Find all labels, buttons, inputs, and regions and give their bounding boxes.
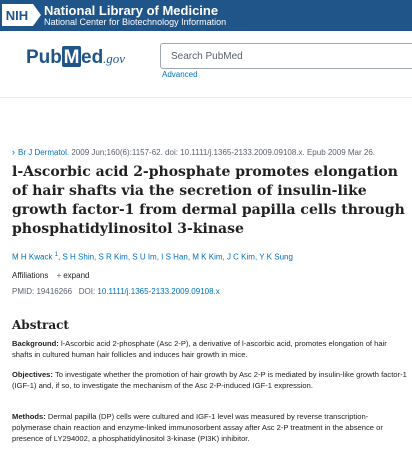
affiliations-label[interactable]: Affiliations [12, 271, 49, 280]
svg-text:Pub: Pub [26, 47, 62, 68]
search-box [160, 43, 412, 69]
abstract-methods [12, 411, 407, 444]
nih-logo-icon[interactable] [2, 4, 41, 26]
author-link[interactable]: M H Kwack [12, 252, 53, 262]
svg-text:.gov: .gov [103, 51, 126, 66]
citation-details: 2009 Jun;160(6):1157-62. doi: 10.1111/j.1365-2133.2009.09108.x. Epub 2009 Mar 26. [71, 148, 375, 157]
abstract-heading: Abstract [12, 318, 69, 332]
abstract-objectives [12, 369, 407, 391]
header-divider [0, 97, 412, 98]
author-list [12, 252, 407, 262]
affiliation-marker[interactable]: 1 [54, 252, 59, 258]
advanced-search-link[interactable]: Advanced [162, 70, 198, 79]
author-links[interactable]: , S H Shin, S R Kim, S U Im, I S Han, M K Kim, J C Kim, Y K Sung [58, 252, 293, 262]
methods-text: Dermal papilla (DP) cells were cultured and IGF-1 level was measured by reverse transcription-polymerase chain reaction and enzyme-linked immunosorbent assay after Asc 2-P treatment in the absence or presence of LY294002, a phosphatidylinositol 3-kinase (PI3K) inhibitor. [12, 412, 383, 443]
svg-text:ed: ed [81, 47, 104, 68]
chevron-right-icon[interactable]: › [12, 147, 15, 157]
pmid-value: 19416266 [36, 287, 73, 296]
search-input[interactable] [161, 44, 412, 68]
pubmed-logo[interactable] [26, 42, 126, 70]
nih-logo-text: NIH [5, 8, 29, 23]
methods-label: Methods: [12, 412, 46, 421]
abstract-background [12, 338, 407, 360]
affiliations-row [12, 271, 89, 280]
pmid-label: PMID: [12, 287, 35, 296]
expand-link[interactable]: expand [63, 271, 90, 280]
identifiers-row [12, 287, 220, 296]
article-title: l-Ascorbic acid 2-phosphate promotes elongation of hair shafts via the secretion of insulin-like growth factor-1 from dermal papilla cells through phosphatidylinositol 3-kinase [12, 164, 405, 237]
plus-icon[interactable]: + [56, 271, 62, 280]
library-subtitle[interactable]: National Center for Biotechnology Information [44, 17, 227, 27]
doi-link[interactable]: 10.1111/j.1365-2133.2009.09108.x [97, 287, 220, 296]
background-label: Background: [12, 339, 59, 348]
citation-line [12, 147, 375, 157]
journal-link[interactable]: Br J Dermatol. [18, 148, 70, 157]
doi-label: DOI: [78, 287, 96, 296]
objectives-label: Objectives: [12, 370, 53, 379]
svg-text:M: M [63, 47, 80, 68]
nih-header-bar [0, 0, 412, 31]
background-text: l-Ascorbic acid 2-phosphate (Asc 2-P), a derivative of l-ascorbic acid, promotes elongation of hair shafts in cultured human hair follicles and induces hair growth in mice. [12, 339, 387, 359]
library-title[interactable]: National Library of Medicine [44, 3, 219, 18]
objectives-text: To investigate whether the promotion of hair growth by Asc 2-P is mediated by insulin-like growth factor-1 (IGF-1) and, if so, to investigate the mechanism of the Asc 2-P-induced IGF-1 expression. [12, 370, 407, 390]
